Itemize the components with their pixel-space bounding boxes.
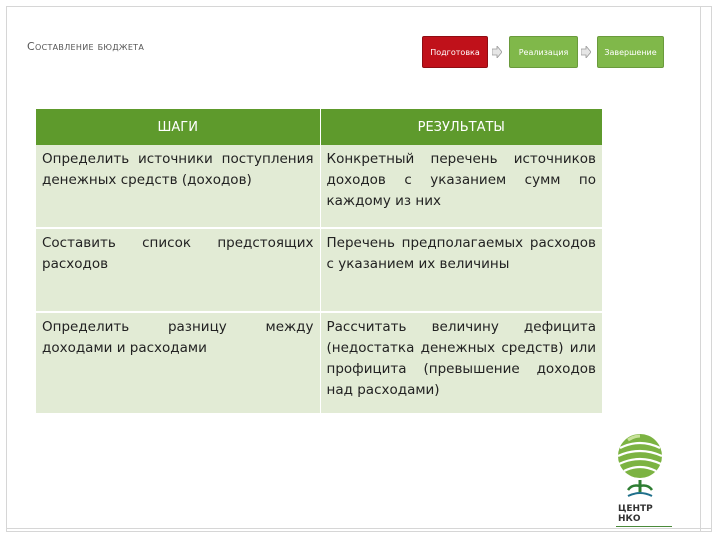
slide-title — [27, 40, 144, 53]
table-row — [36, 228, 602, 312]
logo-text-line2: НКО — [618, 514, 641, 524]
slide-frame-right-border — [700, 6, 712, 532]
table-header-row — [36, 109, 602, 145]
cell-step: Составить список предстоящих расходов — [36, 228, 320, 312]
cell-step: Определить источники поступления денежных средств (доходов) — [36, 145, 320, 228]
header-steps: ШАГИ — [36, 109, 320, 145]
slide-title-text: Составление бюджета — [27, 40, 145, 53]
step-completion-label: Завершение — [604, 47, 657, 57]
logo-text — [618, 504, 653, 524]
step-preparation[interactable] — [422, 36, 488, 68]
slide-frame-bottom-border — [6, 528, 712, 529]
globe-tree-logo-icon — [614, 430, 666, 504]
header-results: РЕЗУЛЬТАТЫ — [320, 109, 602, 145]
cell-result: Перечень предполагаемых расходов с указанием их величины — [320, 228, 602, 312]
cell-result: Конкретный перечень источников доходов с указанием сумм по каждому из них — [320, 145, 602, 228]
cell-step: Определить разницу между доходами и расходами — [36, 312, 320, 414]
step-completion[interactable] — [597, 36, 664, 68]
logo-underline — [616, 526, 672, 527]
arrow-right-icon — [492, 46, 502, 58]
cell-result: Рассчитать величину дефицита (недостатка денежных средств) или профицита (превышение доходов над расходами) — [320, 312, 602, 414]
step-implementation-label: Реализация — [518, 47, 569, 57]
table-row — [36, 312, 602, 414]
arrow-right-icon — [581, 46, 591, 58]
budget-steps-table — [36, 109, 602, 415]
nko-center-logo — [608, 430, 672, 530]
table-row — [36, 145, 602, 228]
step-preparation-label: Подготовка — [430, 47, 480, 57]
logo-text-line1: ЦЕНТР — [618, 504, 653, 514]
step-implementation[interactable] — [509, 36, 578, 68]
